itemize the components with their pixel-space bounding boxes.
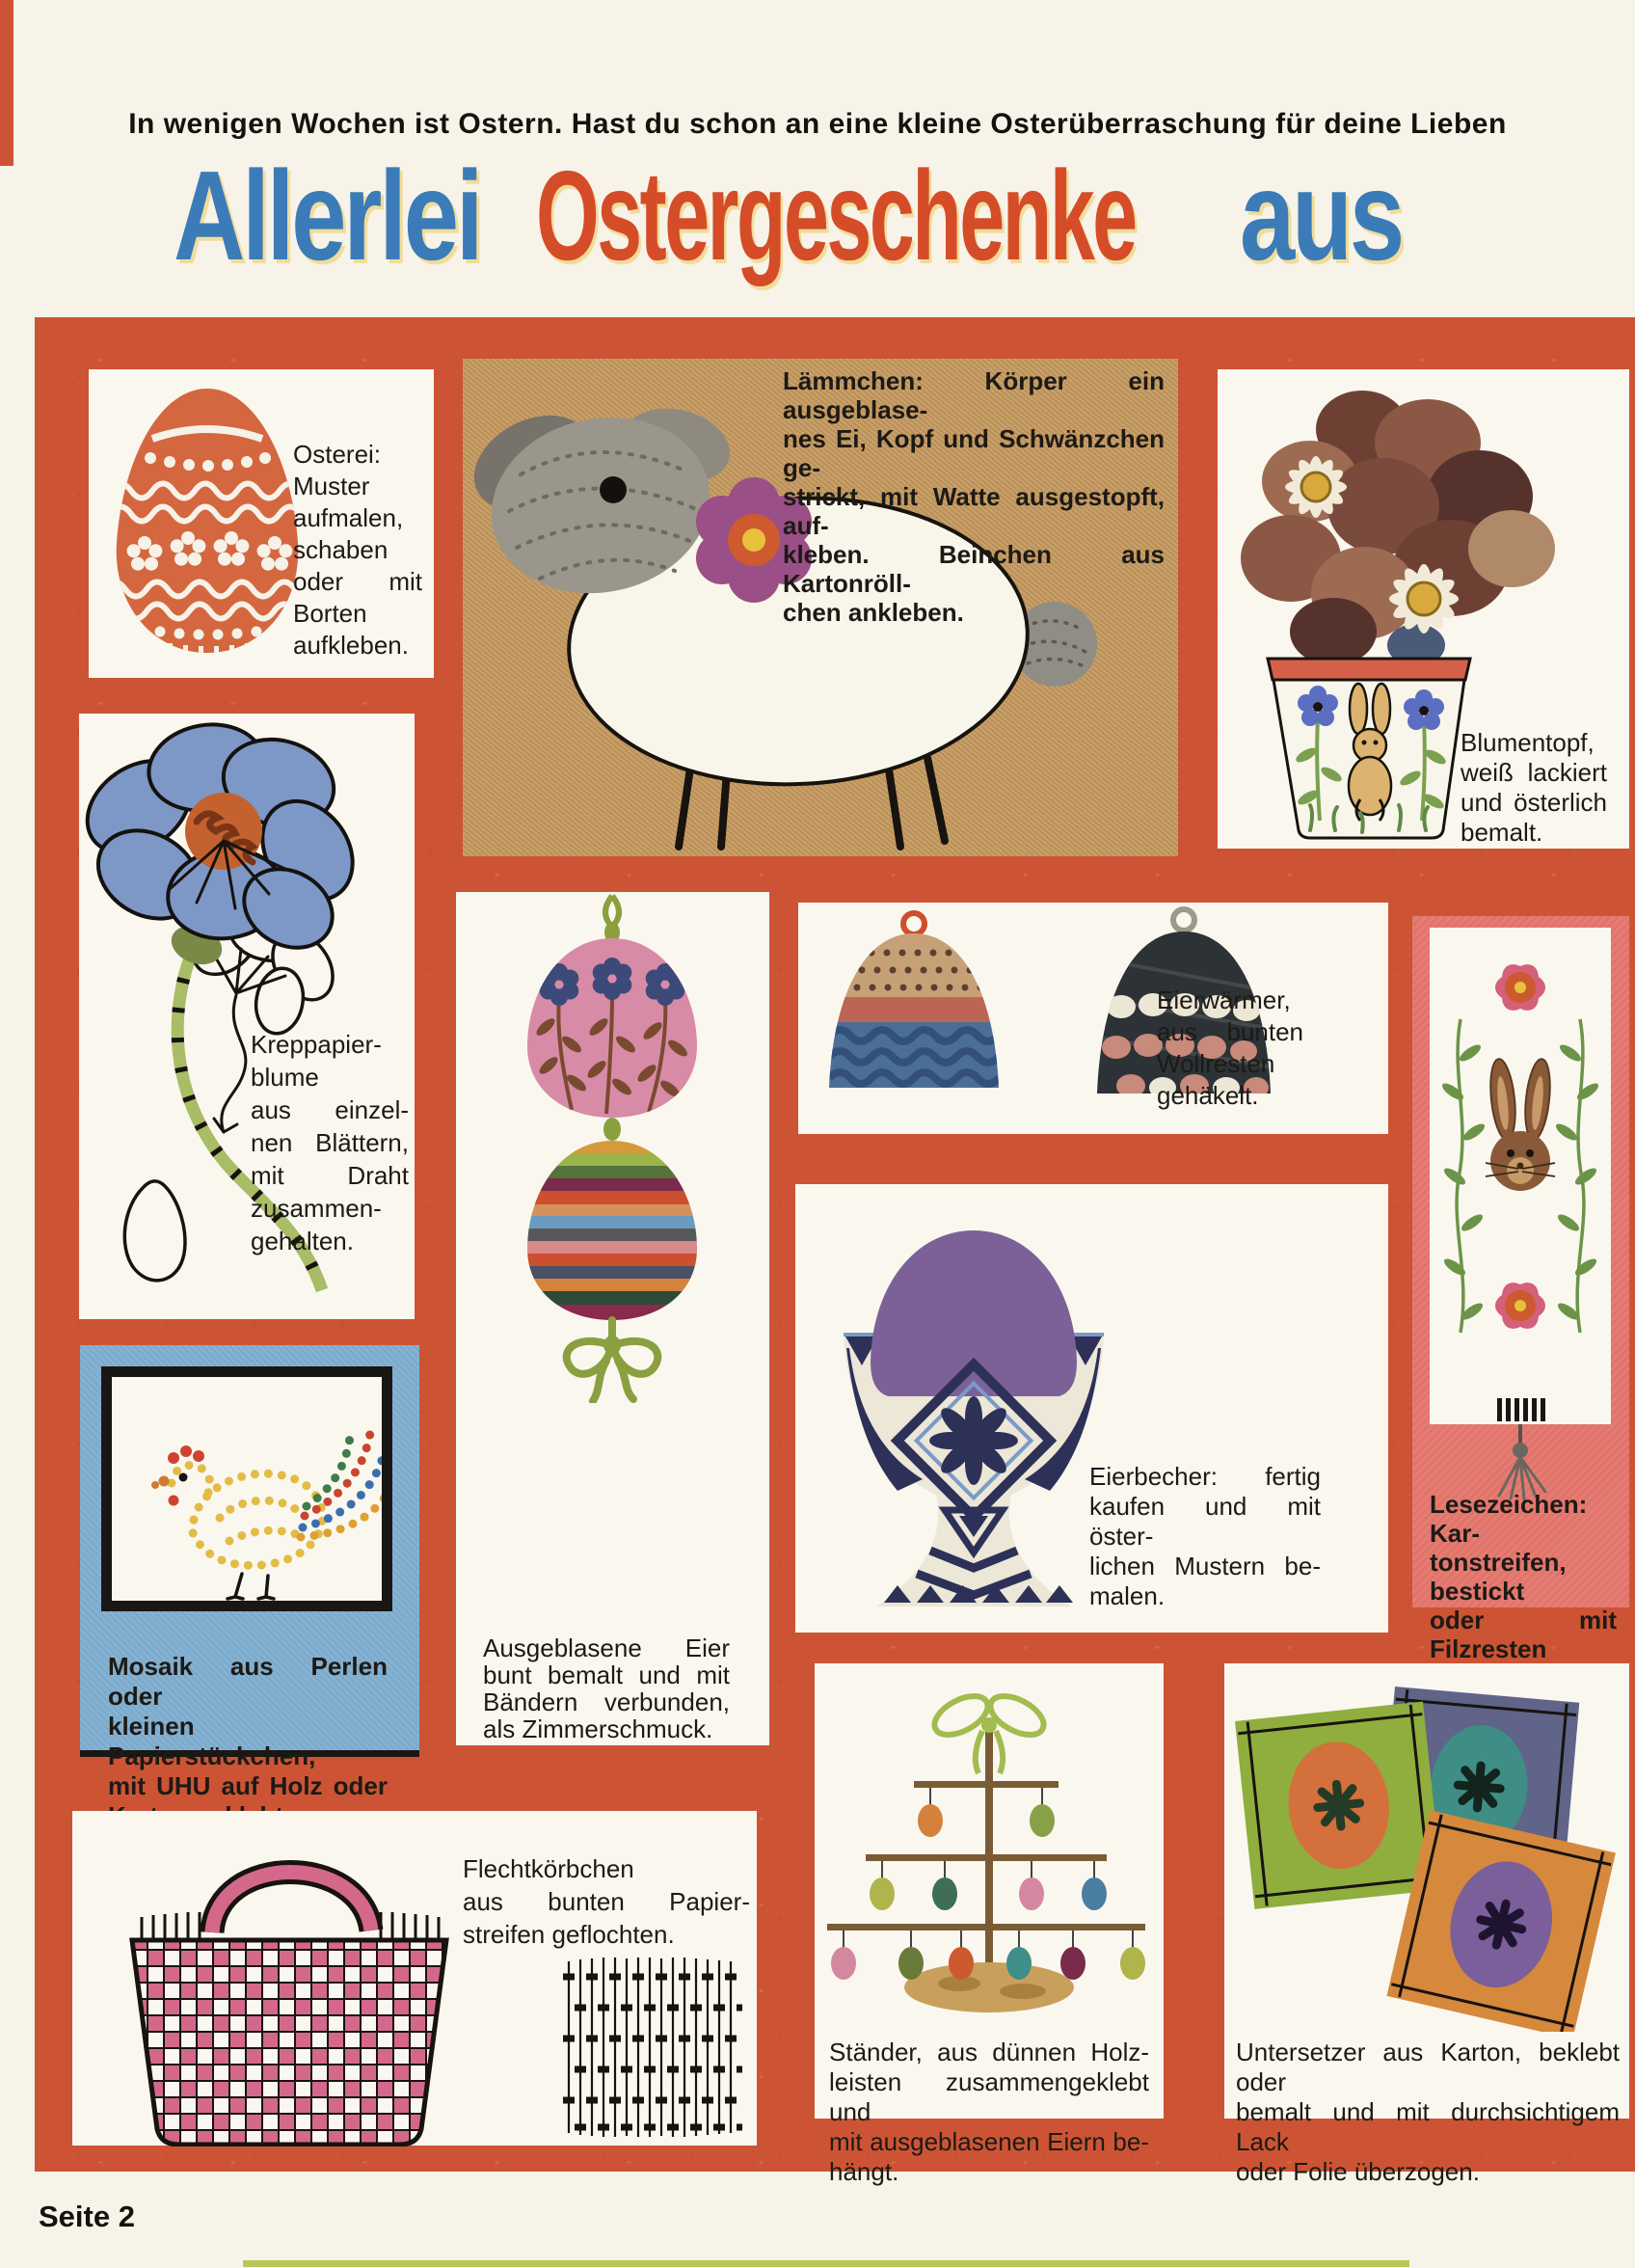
hanging-eggs-illustration bbox=[456, 892, 769, 1403]
panel-eierwaermer bbox=[798, 903, 1388, 1134]
decorated-easter-egg-illustration bbox=[96, 379, 320, 668]
woven-basket-illustration bbox=[82, 1819, 511, 2146]
panel-untersetzer bbox=[1224, 1663, 1629, 2186]
bottom-green-strip bbox=[243, 2260, 1409, 2267]
blumentopf-caption: Blumentopf, weiß lackiert und österlich bemalt. bbox=[1461, 728, 1607, 847]
bookmark-card bbox=[1430, 928, 1611, 1424]
page-edge-strip bbox=[0, 0, 13, 166]
zimmerschmuck-caption: Ausgeblasene Eier bunt bemalt und mit Bändern verbunden, als Zimmerschmuck. bbox=[483, 1634, 730, 1743]
untersetzer-caption: Untersetzer aus Karton, beklebt oder bemalt und mit durchsichtigem Lack oder Folie überzogen. bbox=[1236, 2038, 1620, 2186]
panel-osterei bbox=[89, 369, 434, 678]
weave-sketch bbox=[559, 1956, 747, 2139]
mosaic-frame bbox=[101, 1366, 392, 1611]
panel-flechtkoerbchen bbox=[72, 1811, 757, 2146]
kreppapierblume-caption: Kreppapier- blume aus einzel- nen Blättern, mit Draht zusammen- gehalten. bbox=[251, 1030, 409, 1256]
egg-cup-illustration bbox=[815, 1192, 1133, 1626]
page-title-word-1: Allerlei bbox=[174, 145, 481, 286]
eierwaermer-caption: Eierwärmer, aus bunten Wollresten gehäkelt. bbox=[1157, 986, 1303, 1110]
panel-staender bbox=[815, 1663, 1164, 2186]
panel-zimmerschmuck bbox=[456, 892, 769, 1745]
panel-blumentopf bbox=[1218, 369, 1629, 849]
eierbecher-caption: Eierbecher: fertig kaufen und mit öster- lichen Mustern be- malen. bbox=[1089, 1462, 1321, 1610]
mosaik-caption: Mosaik aus Perlen oder kleinen Papierstückchen, mit UHU auf Holz oder bbox=[108, 1652, 388, 1800]
panel-eierbecher bbox=[795, 1184, 1388, 1633]
coasters-illustration bbox=[1229, 1673, 1626, 2032]
lesezeichen-caption: Lesezeichen: Kar- tonstreifen, bestickt oder mit Filzresten bbox=[1430, 1490, 1617, 1663]
panel-lesezeichen bbox=[1412, 916, 1629, 1663]
laemmchen-caption: Lämmchen: Körper ein ausgeblase- nes Ei, Kopf und Schwänzchen ge- strickt, mit Watte ausgestopft, auf- kleben. Beinchen aus Kartonröll- chen ankleben. bbox=[783, 366, 1165, 627]
panel-laemmchen bbox=[463, 359, 1178, 856]
page-number: Seite 2 bbox=[39, 2200, 135, 2233]
flechtkoerbchen-caption: Flechtkörbchen aus bunten Papier- streifen geflochten. bbox=[463, 1854, 750, 1949]
panel-kreppapierblume bbox=[79, 714, 415, 1319]
page-header-text: In wenigen Wochen ist Ostern. Hast du schon an eine kleine Osterüberraschung für deine Lieben bbox=[128, 108, 1507, 140]
page-title-word-3: aus bbox=[1240, 145, 1403, 286]
panel-mosaik bbox=[80, 1345, 419, 1800]
egg-tree-illustration bbox=[815, 1669, 1164, 2026]
staender-caption: Ständer, aus dünnen Holz- leisten zusammengeklebt und mit ausgeblasenen Eiern be- hängt. bbox=[829, 2038, 1149, 2186]
page-title-word-2: Ostergeschenke bbox=[536, 145, 1136, 286]
osterei-caption: Osterei: Muster aufmalen, schaben oder mit Borten aufkleben. bbox=[293, 440, 422, 660]
